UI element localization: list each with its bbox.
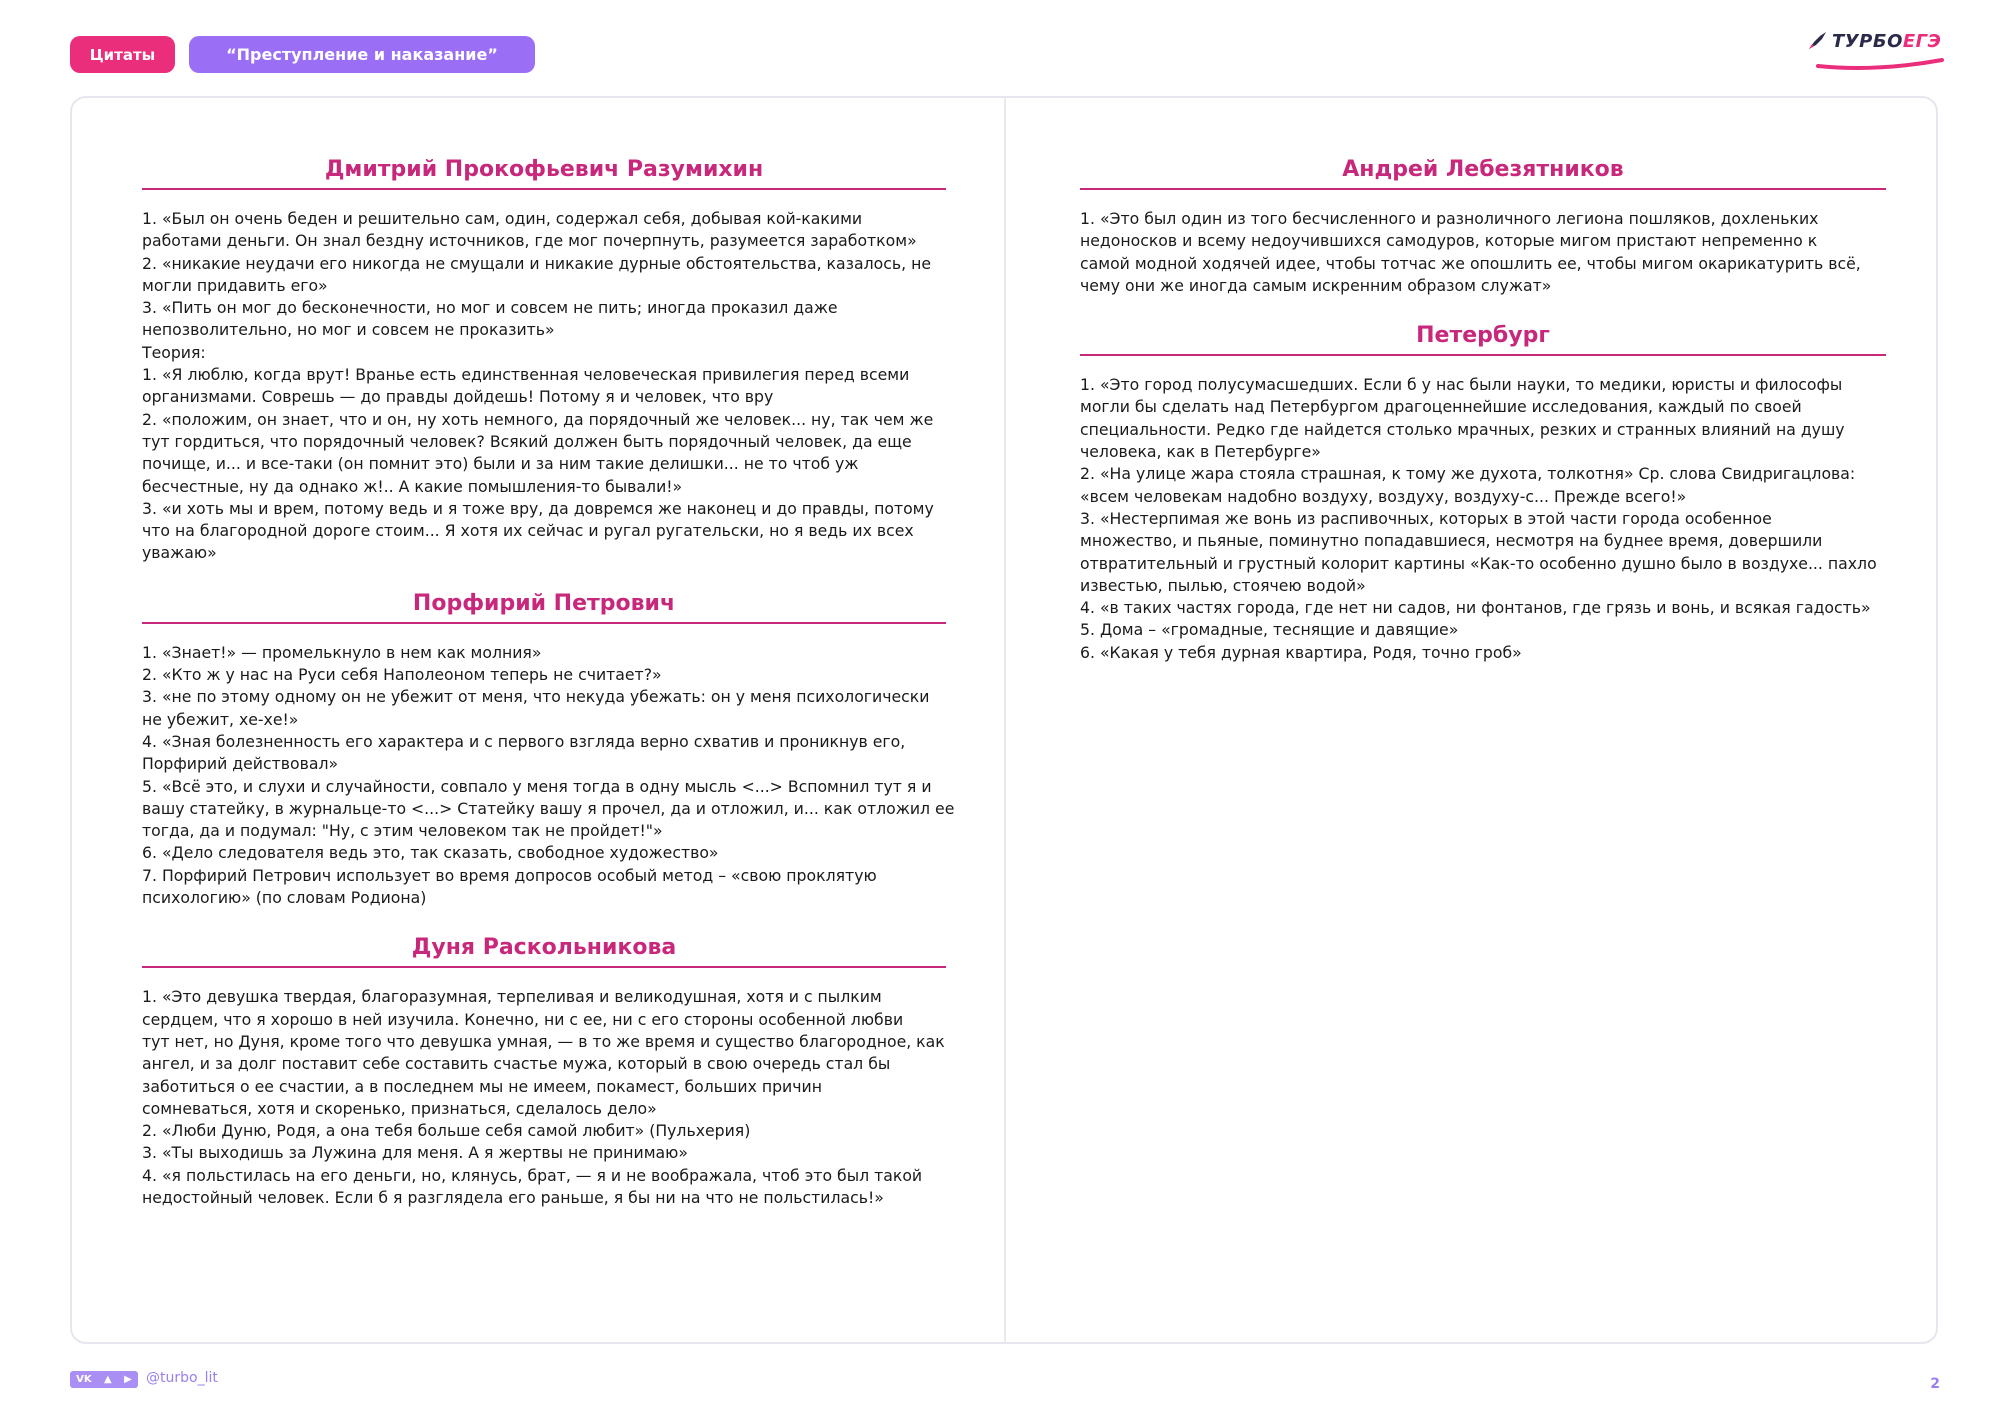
quote-line: специальности. Редко где найдется столько мрачных, резких и странных влияний на душу: [1080, 419, 1845, 439]
quote-section: [1080, 155, 1886, 297]
quote-line: известью, пылью, стоячею водой»: [1080, 575, 1366, 595]
quote-section: [142, 155, 946, 565]
logo-brand: ТУРБО: [1832, 30, 1903, 52]
quote-line: психологию» (по словам Родиона): [142, 888, 427, 908]
quote-line: 4. «в таких частях города, где нет ни садов, ни фонтанов, где грязь и вонь, и всякая гадость»: [1080, 598, 1871, 618]
quote-line: 2. «Кто ж у нас на Руси себя Наполеоном теперь не считает?»: [142, 665, 662, 685]
quote-line: 2. «положим, он знает, что и он, ну хоть немного, да порядочный же человек... ну, так чем же: [142, 409, 934, 429]
quote-line: сердцем, что я хорошо в ней изучила. Конечно, ни с ее, ни с его стороны особенной любви: [142, 1009, 904, 1029]
quote-line: отвратительный и грустный колорит картины «Как-то особенно душно было в воздухе... пахло: [1080, 553, 1877, 573]
quote-line: человека, как в Петербурге»: [1080, 442, 1321, 462]
column-divider: [1004, 98, 1006, 1342]
vk-icon[interactable]: VK: [76, 1373, 92, 1385]
logo-swoosh-icon: [1816, 58, 1946, 72]
quote-line: 1. «Я люблю, когда врут! Вранье есть единственная человеческая привилегия перед всеми: [142, 365, 910, 385]
quote-line: могли придавить его»: [142, 275, 328, 295]
quote-line: самой модной ходячей идее, чтобы тотчас же опошлить ее, чтобы мигом окарикатурить всё,: [1080, 253, 1861, 273]
quote-line: 1. «Это был один из того бесчисленного и разноличного легиона пошляков, дохленьких: [1080, 209, 1819, 228]
section-title: Порфирий Петрович: [142, 589, 946, 624]
quote-line: 3. «Нестерпимая же вонь из распивочных, которых в этой части города особенное: [1080, 508, 1772, 528]
quote-section: [142, 933, 946, 1209]
logo-suffix: ЕГЭ: [1902, 30, 1942, 52]
section-title: Петербург: [1080, 321, 1886, 356]
quote-line: 5. Дома – «громадные, теснящие и давящие»: [1080, 620, 1459, 640]
quote-line: 7. Порфирий Петрович использует во время допросов особый метод – «свою проклятую: [142, 865, 877, 885]
turbo-ege-logo: [1806, 30, 1946, 72]
quote-line: уважаю»: [142, 543, 217, 563]
quote-line: 3. «Ты выходишь за Лужина для меня. А я жертвы не принимаю»: [142, 1143, 688, 1163]
rocket-icon: [1806, 30, 1828, 52]
quote-line: 2. «На улице жара стояла страшная, к тому же духота, толкотня» Ср. слова Свидригацлова:: [1080, 464, 1856, 484]
social-handle[interactable]: @turbo_lit: [146, 1370, 218, 1386]
page-number: 2: [1930, 1376, 1940, 1392]
quote-section: [142, 589, 955, 910]
quote-section: [1080, 321, 1886, 664]
quote-line: непозволительно, но мог и совсем не проказить»: [142, 320, 555, 340]
quote-line: 1. «Был он очень беден и решительно сам, один, содержал себя, добывая кой-какими: [142, 209, 863, 228]
quote-line: 2. «Люби Дуню, Родя, а она тебя больше себя самой любит» (Пульхерия): [142, 1121, 751, 1141]
quote-line: «всем человекам надобно воздуху, воздуху, воздуху-с... Прежде всего!»: [1080, 486, 1687, 506]
quote-line: что на благородной дороге стоим... Я хотя их сейчас и ругал ругательски, но я ведь их всех: [142, 521, 914, 541]
quote-line: почище, и... и все-таки (он помнит это) были и за ним такие делишки... не то чтоб уж: [142, 454, 859, 474]
right-column: [1080, 155, 1886, 688]
quote-line: Порфирий действовал»: [142, 754, 339, 774]
quote-line: организмами. Соврешь — до правды дойдешь! Потому я и человек, что вру: [142, 387, 774, 407]
quote-line: не убежит, хе-хе!»: [142, 709, 299, 729]
quote-line: недоносков и всему недоучившихся самодуров, которые мигом пристают непременно к: [1080, 231, 1818, 251]
quote-line: 1. «Знает!» — промелькнуло в нем как молния»: [142, 642, 542, 662]
quote-line: ангел, и за долг поставит себе составить счастье мужа, который в свою очередь стал бы: [142, 1054, 891, 1074]
quote-line: бесчестные, ну да однако ж!.. А какие помышления-то бывали!»: [142, 476, 683, 496]
telegram-icon[interactable]: ▲: [104, 1373, 112, 1385]
quote-line: множество, и пьяные, поминутно попадавшиеся, несмотря на буднее время, довершили: [1080, 531, 1823, 551]
social-icons[interactable]: [70, 1371, 138, 1388]
quote-line: 2. «никакие неудачи его никогда не смущали и никакие дурные обстоятельства, казалось, не: [142, 253, 931, 273]
quote-line: чему они же иногда самым искренним образом служат»: [1080, 275, 1552, 295]
quote-line: работами деньги. Он знал бездну источников, где мог почерпнуть, разумеется заработком»: [142, 231, 917, 251]
section-title: Дмитрий Прокофьевич Разумихин: [142, 155, 946, 190]
quote-line: заботиться о ее счастии, а в последнем мы не имеем, покамест, больших причин: [142, 1076, 822, 1096]
quote-line: 3. «и хоть мы и врем, потому ведь и я тоже вру, да довремся же наконец и до правды, потому: [142, 498, 934, 518]
quote-line: 1. «Это девушка твердая, благоразумная, терпеливая и великодушная, хотя и с пылким: [142, 987, 882, 1007]
quote-line: 3. «Пить он мог до бесконечности, но мог и совсем не пить; иногда проказил даже: [142, 298, 838, 318]
quote-line: 6. «Дело следователя ведь это, так сказать, свободное художество»: [142, 843, 719, 863]
left-column: [142, 155, 955, 1233]
quote-line: 3. «не по этому одному он не убежит от меня, что некуда убежать: он у меня психологически: [142, 687, 930, 707]
category-tag: Цитаты: [70, 36, 175, 73]
section-title: Дуня Раскольникова: [142, 933, 946, 968]
quote-line: Теория:: [142, 342, 206, 362]
quote-line: 1. «Это город полусумасшедших. Если б у нас были науки, то медики, юристы и философы: [1080, 375, 1843, 395]
section-title: Андрей Лебезятников: [1080, 155, 1886, 190]
quote-line: вашу статейку, в журнальце-то <...> Статейку вашу я прочел, да и отложил, и... как отложил ее: [142, 798, 955, 818]
quote-line: могли бы сделать над Петербургом драгоценнейшие исследования, каждый по своей: [1080, 397, 1802, 417]
book-title-tag: “Преступление и наказание”: [189, 36, 535, 73]
quote-line: недостойный человек. Если б я разглядела его раньше, я бы ни на что не польстилась!»: [142, 1187, 884, 1207]
youtube-icon[interactable]: ▶: [124, 1373, 132, 1385]
quote-line: тут нет, но Дуня, кроме того что девушка умная, — в то же время и существо благородное, как: [142, 1031, 945, 1051]
quote-line: 5. «Всё это, и слухи и случайности, совпало у меня тогда в одну мысль <...> Вспомнил тут я и: [142, 776, 932, 796]
quote-line: 6. «Какая у тебя дурная квартира, Родя, точно гроб»: [1080, 642, 1522, 662]
quote-line: сомневаться, хотя и скоренько, признаться, сделалось дело»: [142, 1098, 657, 1118]
quote-line: тогда, да и подумал: "Ну, с этим человеком так не пройдет!"»: [142, 821, 663, 841]
quote-line: тут гордиться, что порядочный человек? Всякий должен быть порядочный человек, да еще: [142, 431, 912, 451]
quote-line: 4. «Зная болезненность его характера и с первого взгляда верно схватив и проникнув его,: [142, 731, 906, 751]
quote-line: 4. «я польстилась на его деньги, но, клянусь, брат, — я и не воображала, чтоб это был такой: [142, 1165, 923, 1185]
